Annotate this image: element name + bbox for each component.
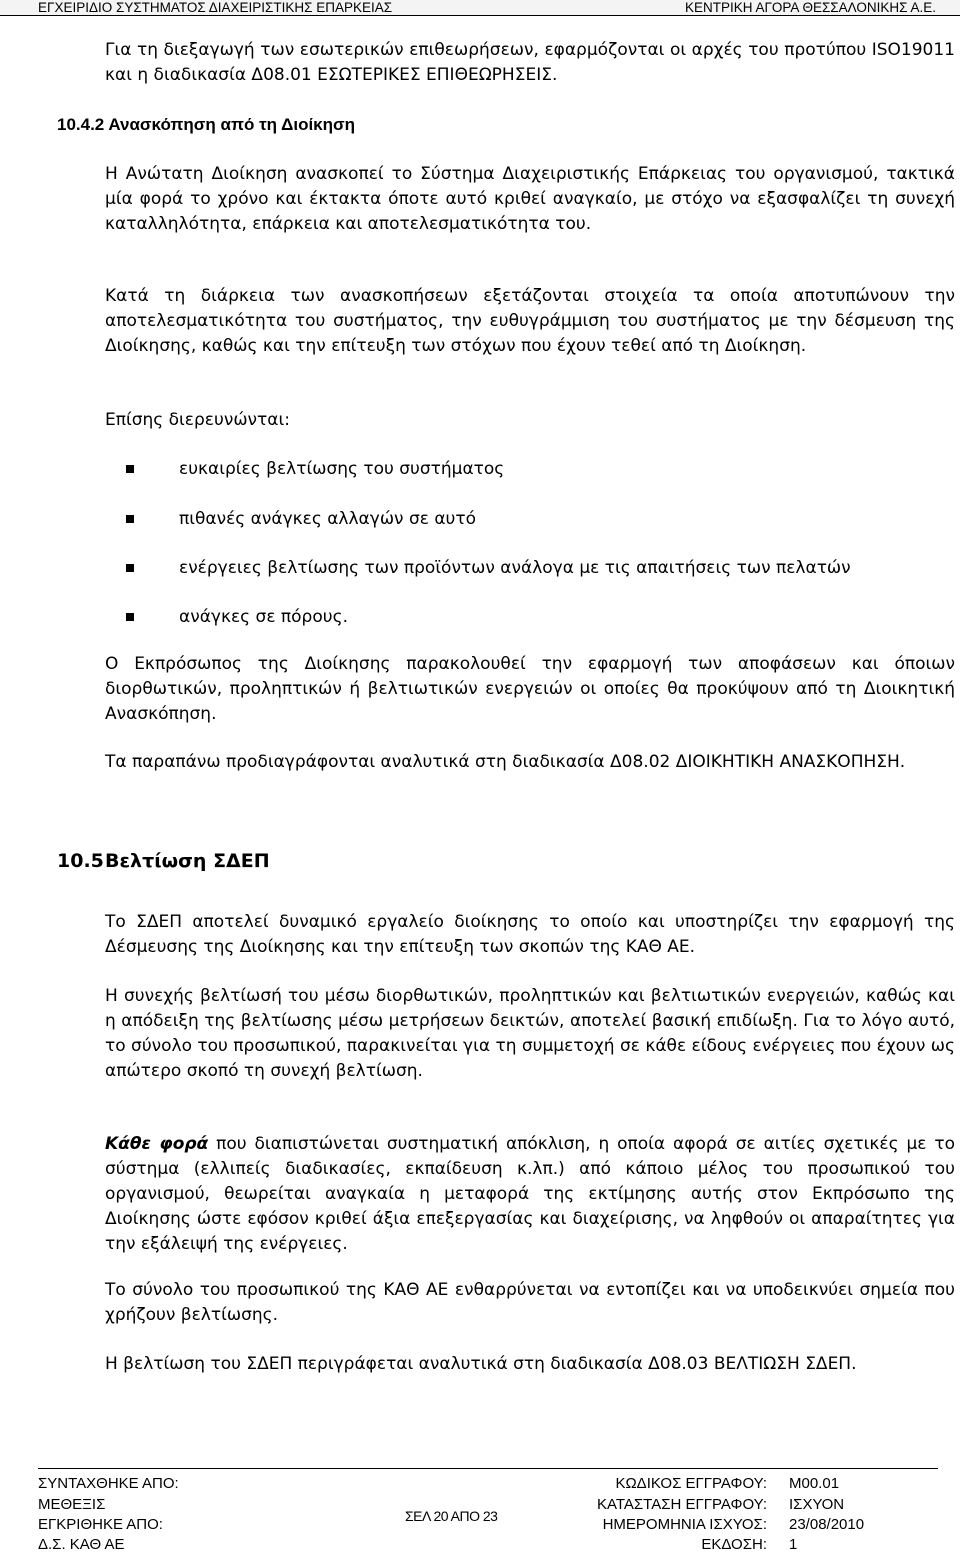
improvement-paragraph-3: Κάθε φορά που διαπιστώνεται συστηματική απόκλιση, η οποία αφορά σε αιτίες σχετικές με το σύστημα (ελλιπείς διαδικασίες, εκπαίδευση κ.λπ.) από κάποιο μέλος του προσωπικού του οργανισμού, θεωρείται αναγκαία η μεταφορά της εκτίμησης αυτής στον Εκπρόσωπο της Διοίκησης ώστε εφόσον κριθεί άξια επεξεργασίας και διαχείρισης, να ληφθούν οι απαραίτητες για την εξάλειψή της ενέργειες. [105, 1134, 955, 1254]
bullet-square-icon [126, 515, 134, 523]
footer-edition-value: 1 [789, 1536, 798, 1553]
bullet-square-icon [126, 564, 134, 572]
review-paragraph-5: Τα παραπάνω προδιαγράφονται αναλυτικά στη διαδικασία Δ08.02 ΔΙΟΙΚΗΤΙΚΗ ΑΝΑΣΚΟΠΗΣΗ. [105, 752, 906, 772]
heading-10-5 [57, 850, 270, 872]
heading-10-4-2: 10.4.2 Ανασκόπηση από τη Διοίκηση [57, 115, 356, 134]
emphasis-text: Κάθε φορά [105, 1134, 209, 1154]
section-number: 10.5 [57, 850, 104, 872]
page-header [0, 0, 960, 16]
footer-authored-label: ΣΥΝΤΑΧΘΗΚΕ ΑΠΟ: [38, 1475, 179, 1492]
review-paragraph-2: Κατά τη διάρκεια των ανασκοπήσεων εξετάζονται στοιχεία τα οποία αποτυπώνουν την αποτελεσματικότητα του συστήματος, την ευθυγράμμιση του συστήματος με την δέσμευση της Διοίκησης, καθώς και την επίτευξη των στόχων που έχουν τεθεί από τη Διοίκηση. [105, 286, 955, 356]
header-left: ΕΓΧΕΙΡΙΔΙΟ ΣΥΣΤΗΜΑΤΟΣ ΔΙΑΧΕΙΡΙΣΤΙΚΗΣ ΕΠΑΡΚΕΙΑΣ [38, 0, 393, 15]
footer-date-value: 23/08/2010 [789, 1516, 865, 1533]
review-paragraph-1: Η Ανώτατη Διοίκηση ανασκοπεί το Σύστημα Διαχειριστικής Επάρκειας του οργανισμού, τακτικά μία φορά το χρόνο και έκτακτα όποτε αυτό κριθεί αναγκαίο, με στόχο να εξασφαλίζει τη συνεχή καταλληλότητα, επάρκεια και αποτελεσματικότητα του. [105, 164, 955, 234]
footer-date-label: ΗΜΕΡΟΜΗΝΙΑ ΙΣΧΥΟΣ: [602, 1516, 767, 1533]
section-title: Βελτίωση ΣΔΕΠ [105, 850, 270, 872]
review-paragraph-4: Ο Εκπρόσωπος της Διοίκησης παρακολουθεί την εφαρμογή των αποφάσεων και όποιων διορθωτικών, προληπτικών ή βελτιωτικών ενεργειών οι οποίες θα προκύψουν από τη Διοικητική Ανασκόπηση. [105, 654, 955, 724]
improvement-paragraph-5: Η βελτίωση του ΣΔΕΠ περιγράφεται αναλυτικά στη διαδικασία Δ08.03 ΒΕΛΤΙΩΣΗ ΣΔΕΠ. [105, 1354, 857, 1374]
footer-divider [38, 1468, 938, 1469]
header-right: ΚΕΝΤΡΙΚΗ ΑΓΟΡΑ ΘΕΣΣΑΛΟΝΙΚΗΣ Α.Ε. [684, 0, 936, 15]
footer-approver: Δ.Σ. ΚΑΘ ΑΕ [38, 1536, 125, 1553]
improvement-paragraph-1: Το ΣΔΕΠ αποτελεί δυναμικό εργαλείο διοίκησης το οποίο και υποστηρίζει την εφαρμογή της Δέσμευσης της Διοίκησης και την επίτευξη των σκοπών της ΚΑΘ ΑΕ. [105, 912, 955, 957]
improvement-paragraph-2: Η συνεχής βελτίωσή του μέσω διορθωτικών, προληπτικών και βελτιωτικών ενεργειών, καθώς και η απόδειξη της βελτίωσης μέσω μετρήσεων δεικτών, αποτελεί βασική επιδίωξη. Για το λόγο αυτό, το σύνολο του προσωπικού, παρακινείται για τη συμμετοχή σε κάθε είδους ενέργειες που έχουν ως απώτερο σκοπό τη συνεχή βελτίωση. [105, 986, 955, 1081]
footer-author: ΜΕΘΕΞΙΣ [38, 1496, 106, 1513]
bullet-square-icon [126, 613, 134, 621]
intro-paragraph: Για τη διεξαγωγή των εσωτερικών επιθεωρήσεων, εφαρμόζονται οι αρχές του προτύπου ISO19011 και η διαδικασία Δ08.01 ΕΣΩΤΕΡΙΚΕΣ ΕΠΙΘΕΩΡΗΣΕΙΣ. [105, 40, 955, 85]
footer-page-number: ΣΕΛ 20 ΑΠΟ 23 [405, 1508, 498, 1524]
footer-edition-label: ΕΚΔΟΣΗ: [701, 1536, 767, 1553]
footer-code-value: Μ00.01 [789, 1475, 840, 1492]
footer-status-value: ΙΣΧΥΟΝ [789, 1496, 845, 1513]
review-paragraph-3: Επίσης διερευνώνται: [105, 410, 290, 430]
footer-approved-label: ΕΓΚΡΙΘΗΚΕ ΑΠΟ: [38, 1516, 163, 1533]
footer-code-label: ΚΩΔΙΚΟΣ ΕΓΓΡΑΦΟΥ: [615, 1475, 767, 1492]
improvement-paragraph-4: Το σύνολο του προσωπικού της ΚΑΘ ΑΕ ενθαρρύνεται να εντοπίζει και να υποδεικνύει σημεία που χρήζουν βελτίωσης. [105, 1280, 955, 1325]
footer-status-label: ΚΑΤΑΣΤΑΣΗ ΕΓΓΡΑΦΟΥ: [596, 1496, 767, 1513]
bullet-square-icon [126, 465, 134, 473]
